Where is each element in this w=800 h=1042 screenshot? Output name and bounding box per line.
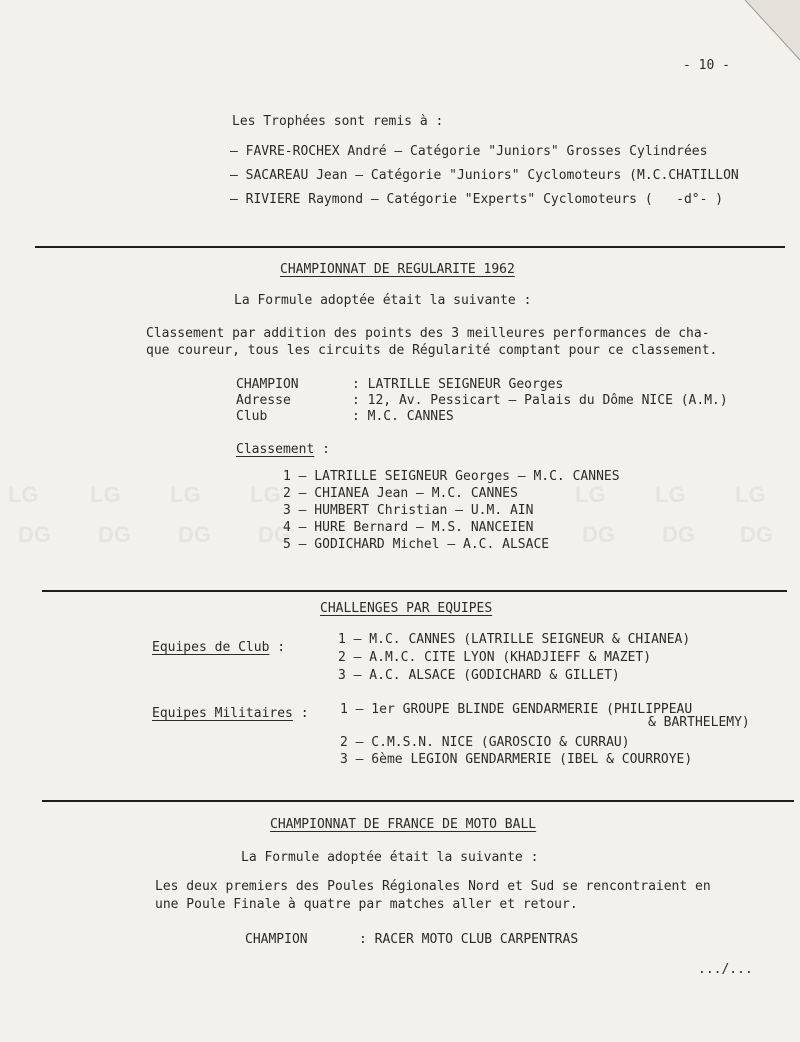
club-team-item: 1 – M.C. CANNES (LATRILLE SEIGNEUR & CHIANEA) [338, 632, 691, 647]
motoball-champion-label: CHAMPION [245, 932, 308, 947]
motoball-line: une Poule Finale à quatre par matches aller et retour. [155, 897, 578, 912]
watermark-logos: LG DG LG DG LG DG LG DG LG DG LG DG LG DG [8, 482, 773, 547]
regularite-formula-line: que coureur, tous les circuits de Régularité comptant pour ce classement. [146, 343, 718, 358]
military-teams-colon: : [292, 706, 309, 721]
classement-item: 1 – LATRILLE SEIGNEUR Georges – M.C. CANNES [283, 469, 620, 484]
page-number: - 10 - [683, 58, 730, 73]
club-value: : M.C. CANNES [352, 409, 454, 424]
classement-colon: : [314, 442, 330, 457]
folded-corner [740, 0, 800, 110]
motoball-line: Les deux premiers des Poules Régionales Nord et Sud se rencontraient en [155, 879, 711, 894]
military-teams-label: Equipes Militaires [152, 706, 293, 721]
club-teams-heading [152, 640, 285, 656]
trophy-item: – RIVIERE Raymond – Catégorie "Experts" Cyclomoteurs ( -d°- ) [230, 192, 724, 207]
regularite-formula-line: Classement par addition des points des 3 meilleures performances de cha- [146, 326, 710, 341]
classement-item: 2 – CHIANEA Jean – M.C. CANNES [283, 486, 518, 501]
motoball-formula-intro: La Formule adoptée était la suivante : [241, 850, 539, 865]
regularite-title: CHAMPIONNAT DE REGULARITE 1962 [280, 262, 515, 277]
military-team-item: 3 – 6ème LEGION GENDARMERIE (IBEL & COURROYE) [340, 752, 693, 767]
club-team-item: 2 – A.M.C. CITE LYON (KHADJIEFF & MAZET) [338, 650, 652, 665]
club-teams-label: Equipes de Club [152, 640, 270, 655]
continuation-mark: .../... [698, 962, 753, 977]
club-team-item: 3 – A.C. ALSACE (GODICHARD & GILLET) [338, 668, 620, 683]
trophy-item: – SACAREAU Jean – Catégorie "Juniors" Cyclomoteurs (M.C.CHATILLON [230, 168, 739, 183]
divider [42, 800, 794, 802]
motoball-champion-value: : RACER MOTO CLUB CARPENTRAS [359, 932, 579, 947]
champion-value: : LATRILLE SEIGNEUR Georges [352, 377, 564, 392]
trophy-item: – FAVRE-ROCHEX André – Catégorie "Juniors" Grosses Cylindrées [230, 144, 708, 159]
club-label: Club [236, 409, 268, 424]
classement-label: Classement [236, 442, 315, 457]
champion-label: CHAMPION [236, 377, 299, 392]
classement-item: 3 – HUMBERT Christian – U.M. AIN [283, 503, 534, 518]
motoball-title: CHAMPIONNAT DE FRANCE DE MOTO BALL [270, 817, 537, 832]
adresse-label: Adresse [236, 393, 291, 408]
challenges-title: CHALLENGES PAR EQUIPES [320, 601, 493, 616]
classement-item: 5 – GODICHARD Michel – A.C. ALSACE [283, 537, 550, 552]
regularite-formula-intro: La Formule adoptée était la suivante : [234, 293, 532, 308]
classement-item: 4 – HURE Bernard – M.S. NANCEIEN [283, 520, 534, 535]
military-team-item: 1 – 1er GROUPE BLINDE GENDARMERIE (PHILIPPEAU [340, 702, 693, 717]
classement-heading [236, 442, 330, 458]
military-teams-heading [152, 706, 309, 722]
adresse-value: : 12, Av. Pessicart – Palais du Dôme NICE (A.M.) [352, 393, 728, 408]
club-teams-colon: : [269, 640, 286, 655]
divider [35, 246, 785, 248]
military-team-item: 2 – C.M.S.N. NICE (GAROSCIO & CURRAU) [340, 735, 630, 750]
military-team-item-cont: & BARTHELEMY) [648, 715, 750, 730]
trophies-intro: Les Trophées sont remis à : [232, 114, 444, 129]
divider [42, 590, 787, 592]
